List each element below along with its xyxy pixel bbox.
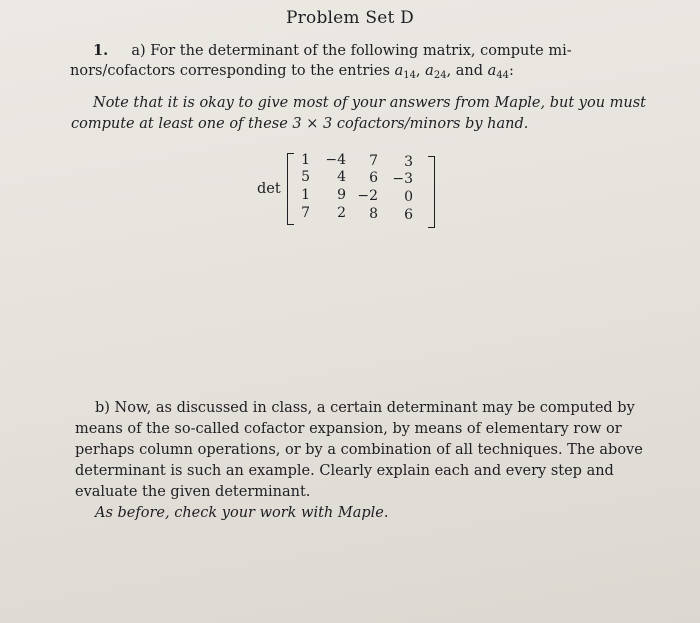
part-a-line-2-text: nors/cofactors corresponding to the entries [70, 63, 395, 79]
problem-number: 1. [93, 42, 109, 59]
matrix-cell-r3-c1: 1 [301, 187, 310, 203]
part-b-line-1: b) Now, as discussed in class, a certain determinant may be computed by [95, 400, 635, 416]
part-b-line-5: evaluate the given determinant. [75, 484, 311, 500]
part-a-line-2 [70, 63, 514, 81]
matrix-cell-r1-c3: 7 [369, 153, 378, 169]
part-a-line-1 [93, 42, 572, 59]
matrix-cell-r2-c1: 5 [301, 169, 310, 185]
part-b-line-4: determinant is such an example. Clearly explain each and every step and [75, 463, 614, 479]
matrix-cell-r3-c2: 9 [337, 187, 346, 203]
entry-a14-base: a [394, 63, 404, 79]
entry-a44-subscript: 44 [496, 70, 510, 81]
matrix-cell-r1-c2: −4 [325, 152, 346, 168]
part-b-line-2: means of the so-called cofactor expansion, by means of elementary row or [75, 421, 622, 437]
entry-a24-subscript: 24 [433, 70, 447, 81]
matrix-cell-r3-c4: 0 [404, 189, 413, 205]
matrix-cell-r3-c3: −2 [357, 188, 378, 204]
matrix-right-bracket [428, 156, 435, 228]
entry-list-colon: : [509, 63, 514, 79]
matrix-cell-r4-c3: 8 [369, 206, 378, 222]
part-b-closing: As before, check your work with Maple. [95, 505, 389, 521]
note-line-2: compute at least one of these 3 × 3 cofactors/minors by hand. [71, 116, 529, 132]
part-b-line-3: perhaps column operations, or by a combination of all techniques. The above [75, 442, 643, 458]
entry-a14-subscript: 14 [403, 70, 416, 81]
matrix-cell-r1-c4: 3 [404, 154, 413, 170]
note-line-1: Note that it is okay to give most of your answers from Maple, but you must [93, 95, 647, 111]
matrix-cell-r4-c4: 6 [404, 207, 413, 223]
matrix-cell-r4-c1: 7 [301, 205, 310, 221]
matrix-cell-r2-c3: 6 [369, 170, 378, 186]
entry-a44-base: a [487, 63, 497, 79]
matrix-cell-r4-c2: 2 [337, 205, 346, 221]
matrix-cell-r2-c2: 4 [337, 169, 346, 185]
entry-separator-1: , [415, 63, 426, 79]
entry-a24-base: a [425, 63, 434, 79]
page-title: Problem Set D [286, 8, 414, 28]
det-label: det [257, 181, 281, 197]
part-a-question-text: a) For the determinant of the following matrix, compute mi- [131, 43, 572, 59]
entry-separator-2: , and [446, 63, 488, 79]
matrix-cell-r1-c1: 1 [301, 152, 310, 168]
matrix-cell-r2-c4: −3 [392, 171, 413, 187]
